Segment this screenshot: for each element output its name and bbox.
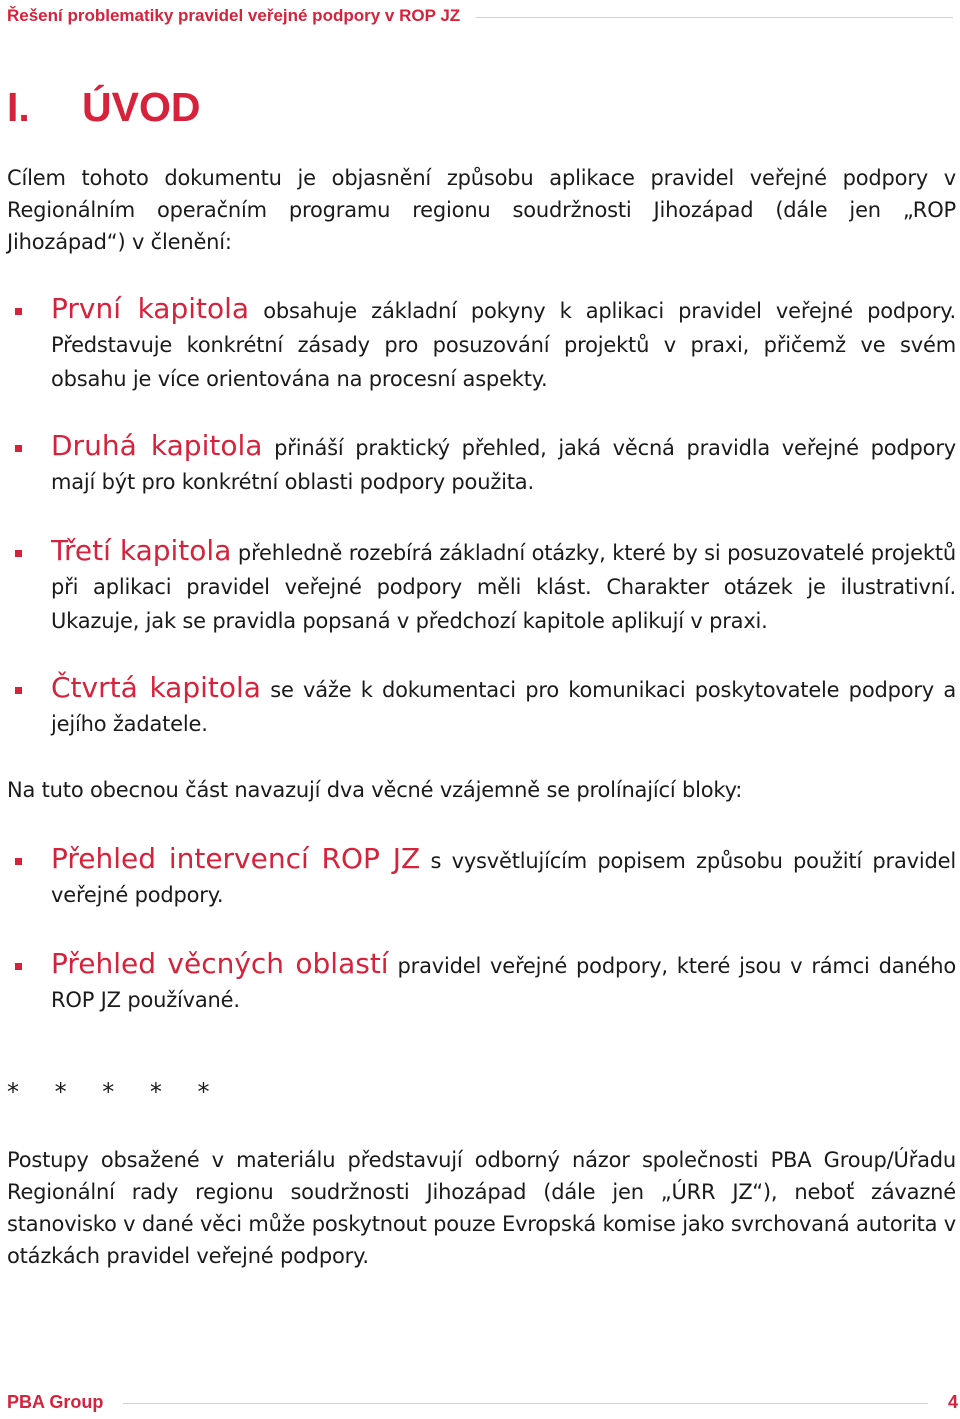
intro-paragraph: Cílem tohoto dokumentu je objasnění způsobu aplikace pravidel veřejné podpory v Regionálním operačním programu regionu soudržnosti Jihozápad (dále jen „ROP Jihozápad“) v členění: xyxy=(7,166,956,254)
page-footer xyxy=(7,1392,958,1413)
bullet-square-icon xyxy=(15,687,22,694)
bullet-square-icon xyxy=(15,308,22,315)
list-item-highlight: První kapitola xyxy=(51,292,250,325)
bullet-square-icon xyxy=(15,550,22,557)
disclaimer-paragraph: Postupy obsažené v materiálu představují odborný názor společnosti PBA Group/Úřadu Regionální rady regionu soudržnosti Jihozápad (dále jen „ÚRR JZ“), neboť závazné stanovisko v dané věci může poskytnout pouze Evropská komise jako svrchovaná autorita v otázkách pravidel veřejné podpory. xyxy=(7,1148,956,1268)
list-item-highlight: Druhá kapitola xyxy=(51,429,263,462)
list-item-highlight: Přehled intervencí ROP JZ xyxy=(51,842,421,875)
page-number: 4 xyxy=(947,1392,958,1412)
list-item-text: obsahuje základní pokyny k aplikaci pravidel veřejné podpory. Představuje konkrétní zásady pro posuzování projektů v praxi, přičemž ve svém obsahu je více orientována na procesní aspekty. xyxy=(51,299,956,391)
header-title: Řešení problematiky pravidel veřejné podpory v ROP JZ xyxy=(7,6,461,25)
list-item-text: se váže k dokumentaci pro komunikaci poskytovatele podpory a jejího žadatele. xyxy=(51,678,956,736)
blocks-intro-paragraph: Na tuto obecnou část navazují dva věcné vzájemně se prolínající bloky: xyxy=(7,778,743,802)
list-item xyxy=(7,292,956,396)
list-item-highlight: Třetí kapitola xyxy=(51,534,232,567)
page-header xyxy=(7,6,953,26)
bullet-square-icon xyxy=(15,963,22,970)
list-item xyxy=(7,671,956,741)
header-rule xyxy=(476,17,953,18)
bullet-square-icon xyxy=(15,858,22,865)
list-item-text: pravidel veřejné podpory, které jsou v rámci daného ROP JZ používané. xyxy=(51,954,956,1012)
list-item-highlight: Čtvrtá kapitola xyxy=(51,671,261,704)
list-item xyxy=(7,534,956,638)
chapter-title: ÚVOD xyxy=(82,84,201,130)
chapter-heading xyxy=(7,84,200,131)
list-item-text: přináší praktický přehled, jaká věcná pravidla veřejné podpory mají být pro konkrétní oblasti podpory použita. xyxy=(51,436,956,494)
list-item-text: s vysvětlujícím popisem způsobu použití pravidel veřejné podpory. xyxy=(51,849,956,907)
footer-rule xyxy=(123,1403,928,1404)
bullet-square-icon xyxy=(15,445,22,452)
list-item xyxy=(7,842,956,912)
list-item xyxy=(7,947,956,1017)
list-item-highlight: Přehled věcných oblastí xyxy=(51,947,389,980)
footer-brand: PBA Group xyxy=(7,1392,104,1412)
chapter-number: I. xyxy=(7,84,30,130)
section-separator: * * * * * xyxy=(7,1078,224,1106)
list-item xyxy=(7,429,956,499)
list-item-text: přehledně rozebírá základní otázky, které by si posuzovatelé projektů při aplikaci pravidel veřejné podpory měli klást. Charakter otázek je ilustrativní. Ukazuje, jak se pravidla popsaná v předchozí kapitole aplikují v praxi. xyxy=(51,541,957,633)
